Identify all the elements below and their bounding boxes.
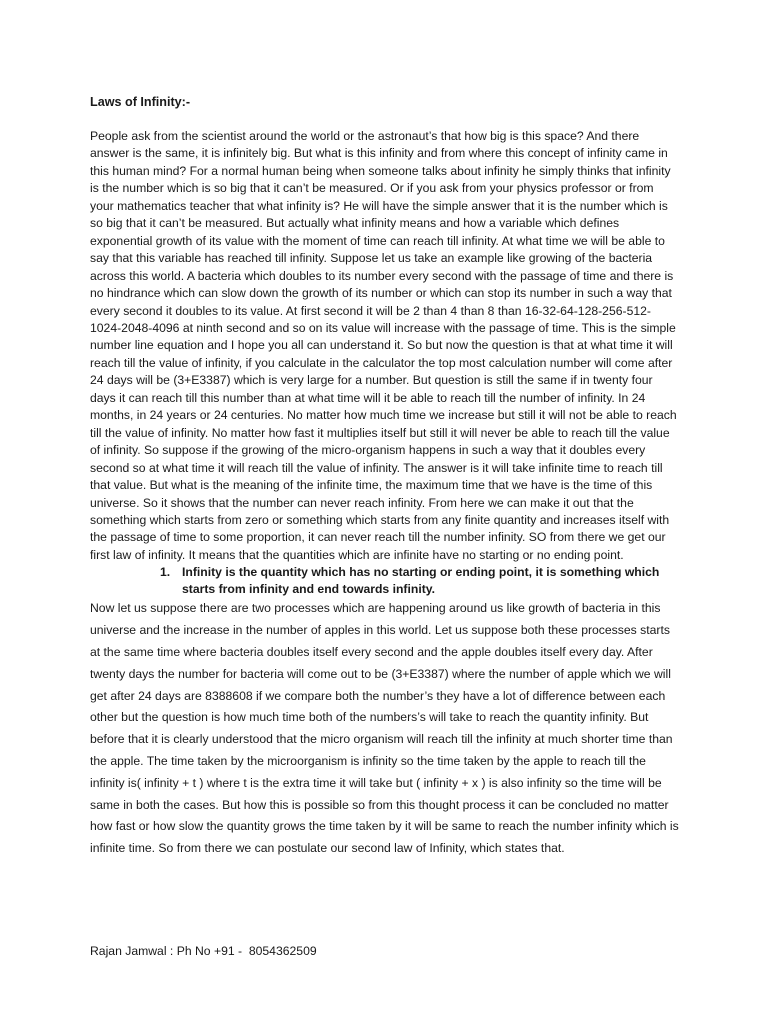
- document-page: [90, 93, 680, 860]
- law-number: 1.: [160, 565, 171, 580]
- paragraph-intro: People ask from the scientist around the world or the astronaut’s that how big is this space? And there answer is the same, it is infinitely big. But what is this infinity and from where this concept of infinity came in this human mind? For a normal human being when someone talks about infinity he simply thinks that infinity is the number which is so big that it can’t be measured. Or if you ask from your physics professor or from your mathematics teacher that what infinity is? He will have the simple answer that it is the number which is so big that it can’t be measured. But actually what infinity means and how a variable which defines exponential growth of its value with the moment of time can reach till infinity. At what time we will be able to say that this variable has reached till infinity. Suppose let us take an example like growing of the bacteria across this world. A bacteria which doubles to its number every second with the passage of time and there is no hindrance which can slow down the growth of its number or which can stop its number in such a way that every second it doubles to its value. At first second it will be 2 than 4 than 8 than 16-32-64-128-256-512-1024-2048-4096 at ninth second and so on its value will increase with the passage of time. This is the simple number line equation and I hope you all can understand it. So but now the question is that at what time it will reach till the value of infinity, if you calculate in the calculator the top most calculation number will come after 24 days will be (3+E3387) which is very large for a number. But question is still the same if in twenty four days it can reach till this number than at what time will it be able to reach till the number of infinity. In 24 months, in 24 years or 24 centuries. No matter how much time we increase but still it will not be able to reach till the value of infinity. No matter how fast it multiplies itself but still it will never be able to reach till the value of infinity. So suppose if the growing of the micro-organism happens in such a way that it doubles every second so at what time it will reach till the value of infinity. The answer is it will take infinite time to reach till that value. But what is the meaning of the infinite time, the maximum time that we have is the time of this universe. So it shows that the number can never reach infinity. From here we can make it out that the something which starts from zero or something which starts from any finite quantity and increases itself with the passage of time to some proportion, it can never reach till the number infinity. SO from there we get our first law of infinity. It means that the quantities which are infinite have no starting or no ending point.: [90, 129, 677, 562]
- law-list: [90, 564, 680, 598]
- paragraph-second: Now let us suppose there are two processes which are happening around us like growth of bacteria in this universe and the increase in the number of apples in this world. Let us suppose both these processes starts at the same time where bacteria doubles itself every second and the apple doubles itself every day. After twenty days the number for bacteria will come out to be (3+E3387) where the number of apple which we will get after 24 days are 8388608 if we compare both the number’s they have a lot of difference between each other but the question is how much time both of the numbers’s will take to reach the quantity infinity. But before that it is clearly understood that the micro organism will reach till the infinity at much shorter time than the apple. The time taken by the microorganism is infinity so the time taken by the apple to reach till the infinity is( infinity + t ) where t is the extra time it will take but ( infinity + x ) is also infinity so the time will be same in both the cases. But how this is possible so from this thought process it can be concluded no matter how fast or how slow the quantity grows the time taken by it will be same to reach the number infinity which is infinite time. So from there we can postulate our second law of Infinity, which states that.: [90, 601, 679, 856]
- law-text: Infinity is the quantity which has no starting or ending point, it is something which starts from infinity and end towards infinity.: [182, 565, 660, 597]
- law-item-1: [90, 564, 680, 598]
- document-title: Laws of Infinity:-: [90, 95, 191, 109]
- author-footer: Rajan Jamwal : Ph No +91 - 8054362509: [90, 944, 317, 958]
